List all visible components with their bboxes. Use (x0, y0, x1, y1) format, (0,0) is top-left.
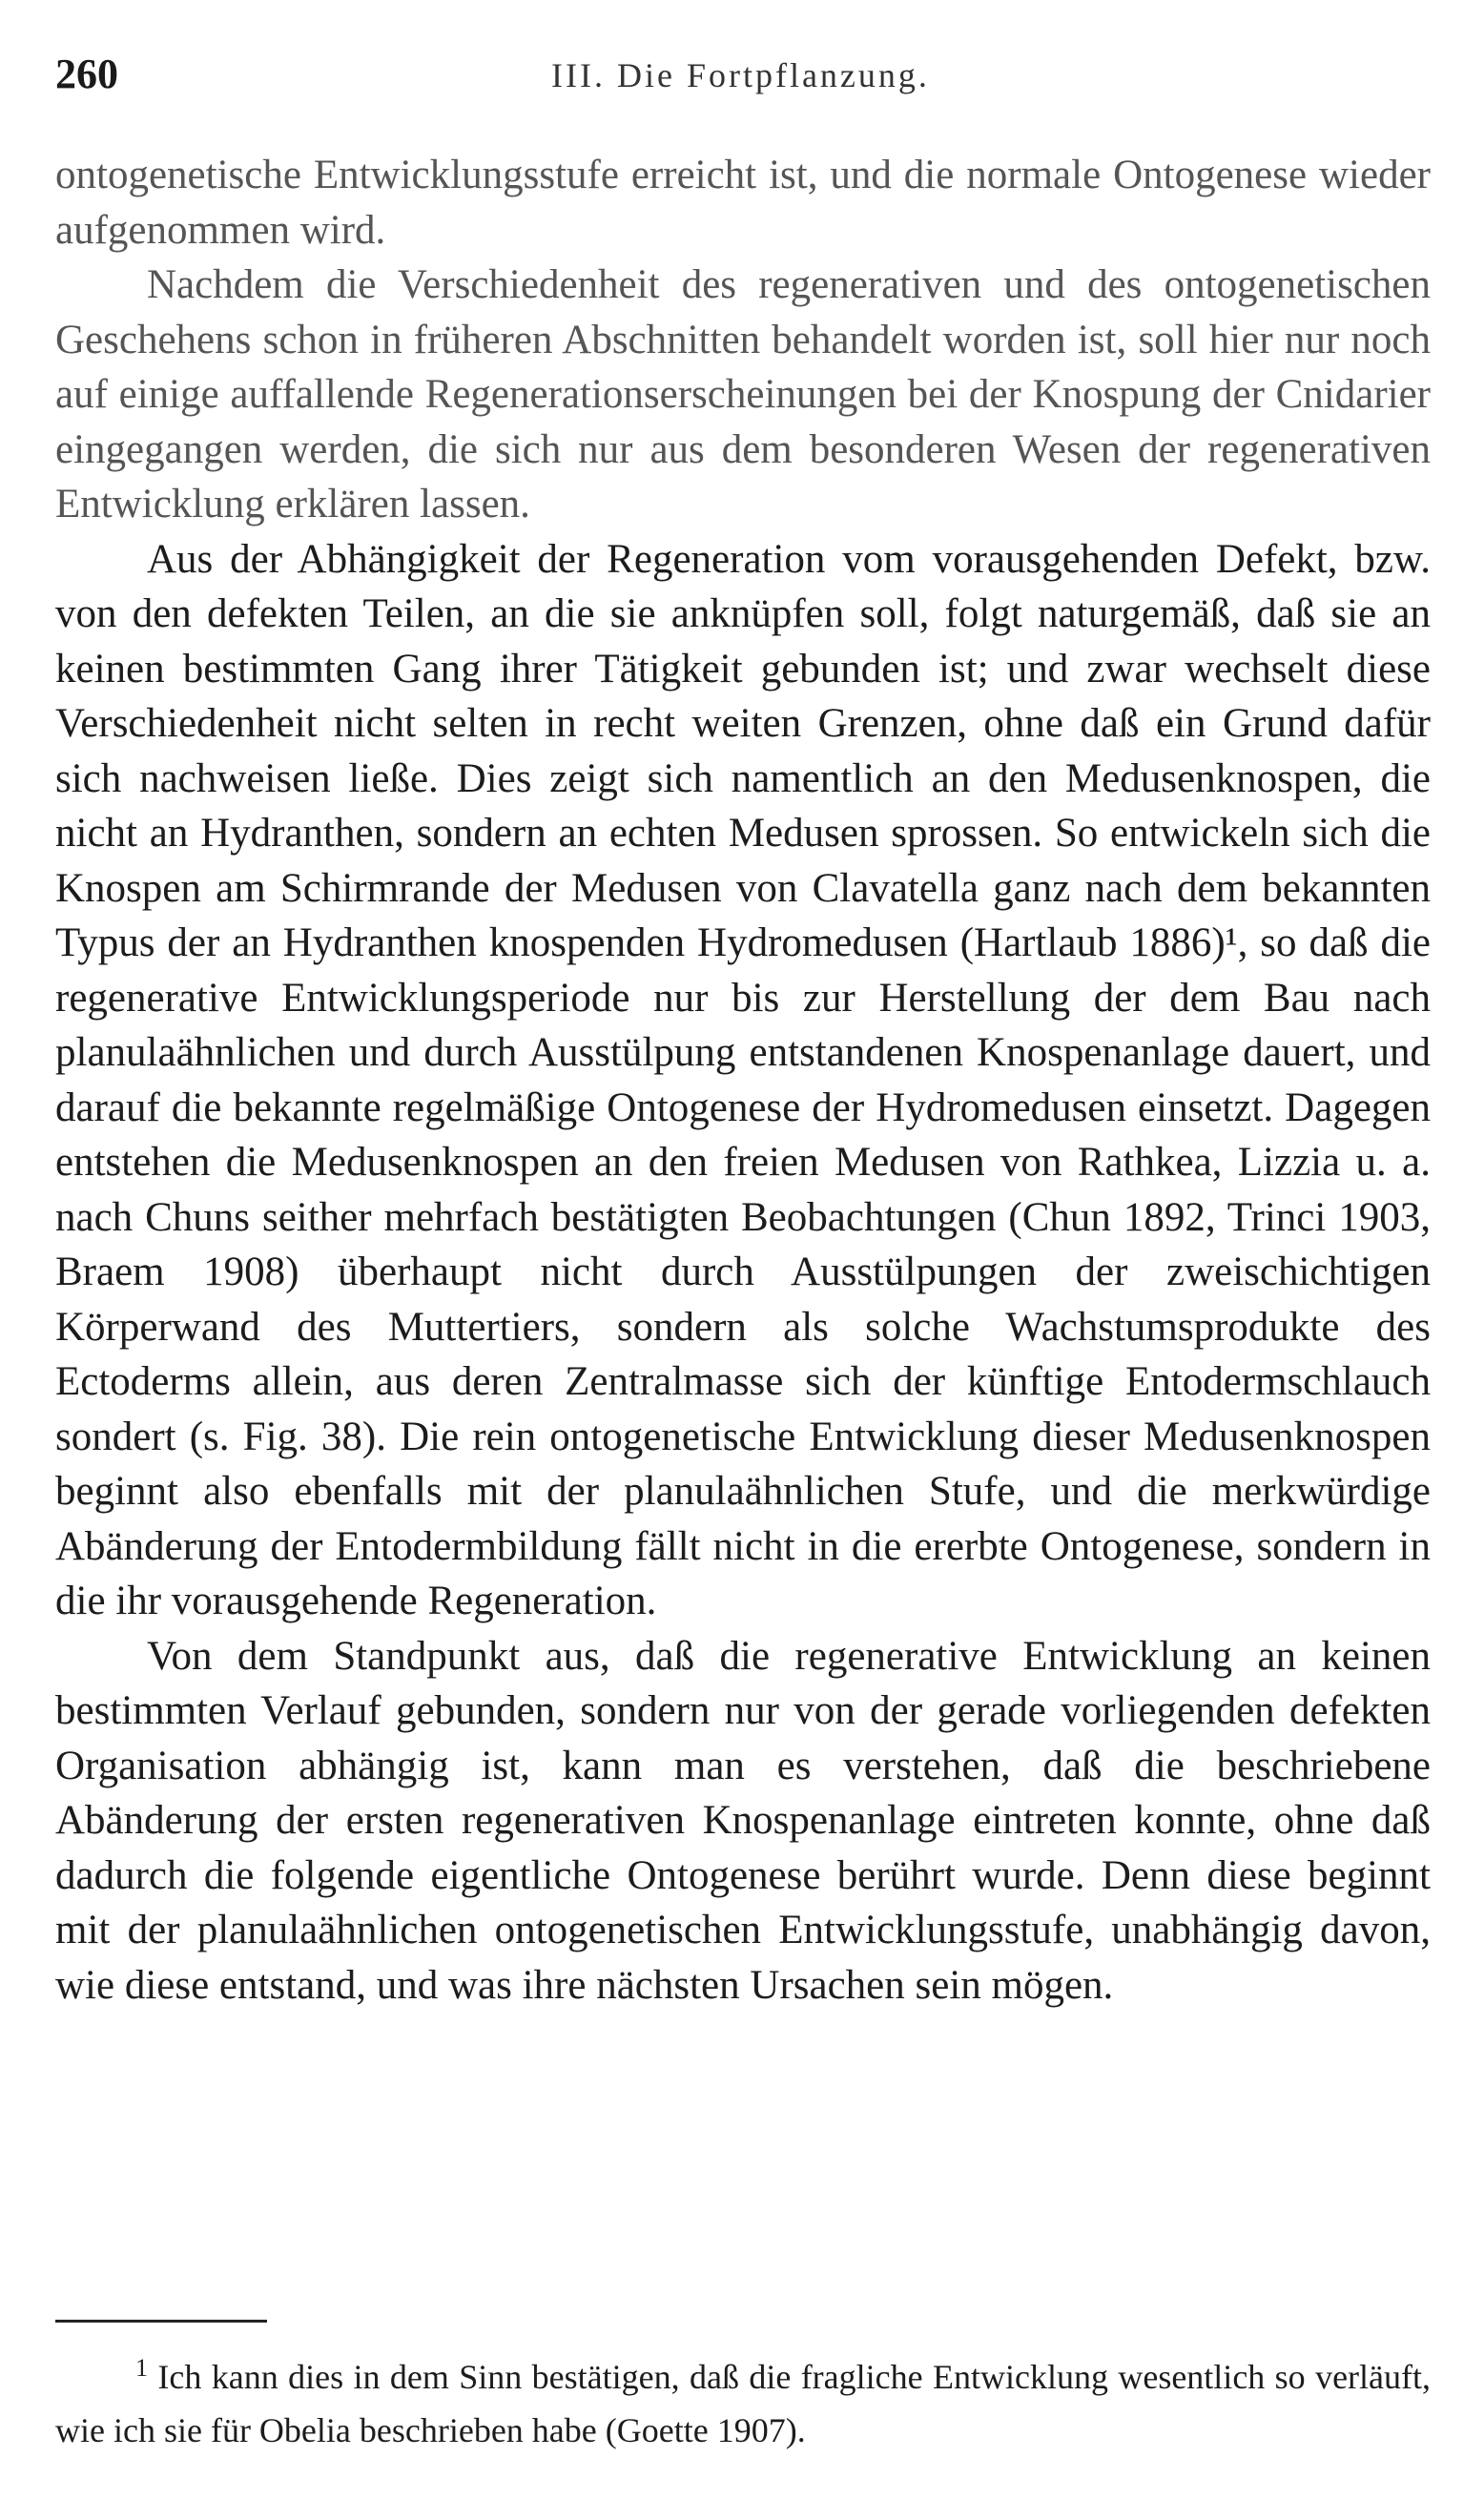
body-text (55, 148, 1431, 2013)
footnote-marker: 1 (135, 2354, 148, 2382)
footnote-text: Ich kann dies in dem Sinn bestätigen, daß die fragliche Entwicklung wesentlich so verläuft, wie ich sie für Obelia beschrieben habe (Goette 1907). (55, 2358, 1432, 2449)
footnote (55, 2350, 1431, 2457)
page-number: 260 (55, 51, 118, 97)
footnote-divider (55, 2320, 267, 2323)
paragraph-continuation: ontogenetische Entwicklungsstufe erreicht ist, und die normale Ontogenese wieder aufgenommen wird. (55, 153, 1431, 253)
paragraph-standpoint: Von dem Standpunkt aus, daß die regenerative Entwicklung an keinen bestimmten Verlauf gebunden, sondern nur von der gerade vorliegenden defekten Organisation abhängig ist, kann man es verstehen, daß die beschriebene Abänderung der ersten regenerativen Knospenanlage eintreten konnte, ohne daß dadurch die folgende eigentliche Ontogenese berührt wurde. Denn diese beginnt mit der planulaähnlichen ontogenetischen Entwicklungsstufe, unabhängig davon, wie diese entstand, und was ihre nächsten Ursachen sein mögen. (55, 1633, 1431, 2008)
running-title: III. Die Fortpflanzung. (551, 56, 930, 94)
paragraph-regeneration-defect: Aus der Abhängigkeit der Regeneration vom vorausgehenden Defekt, bzw. von den defekten Teilen, an die sie anknüpfen soll, folgt naturgemäß, daß sie an keinen bestimmten Gang ihrer Tätigkeit gebunden ist; und zwar wechselt diese Verschiedenheit nicht selten in recht weiten Grenzen, ohne daß ein Grund dafür sich nachweisen ließe. Dies zeigt sich namentlich an den Medusenknospen, die nicht an Hydranthen, sondern an echten Medusen sprossen. So entwickeln sich die Knospen am Schirmrande der Medusen von Clavatella ganz nach dem bekannten Typus der an Hydranthen knospenden Hydromedusen (Hartlaub 1886)¹, so daß die regenerative Entwicklungsperiode nur bis zur Herstellung der dem Bau nach planulaähnlichen und durch Ausstülpung entstandenen Knospenanlage dauert, und darauf die bekannte regelmäßige Ontogenese der Hydromedusen einsetzt. Dagegen entstehen die Medusenknospen an den freien Medusen von Rathkea, Lizzia u. a. nach Chuns seither mehrfach bestätigten Beobachtungen (Chun 1892, Trinci 1903, Braem 1908) überhaupt nicht durch Ausstülpungen der zweischichtigen Körperwand des Muttertiers, sondern als solche Wachstumsprodukte des Ectoderms allein, aus deren Zentralmasse sich der künftige Entodermschlauch sondert (s. Fig. 38). Die rein ontogenetische Entwicklung dieser Medusenknospen beginnt also ebenfalls mit der planulaähnlichen Stufe, und die merkwürdige Abänderung der Entodermbildung fällt nicht in die ererbte Ontogenese, sondern in die ihr vorausgehende Regeneration. (55, 536, 1431, 1623)
page-header (55, 50, 1429, 107)
paragraph-cnidarian-budding: Nachdem die Verschiedenheit des regenerativen und des ontogenetischen Geschehens schon in früheren Abschnitten behandelt worden ist, soll hier nur noch auf einige auffallende Regenerationserscheinungen bei der Knospung der Cnidarier eingegangen werden, die sich nur aus dem besonderen Wesen der regenerativen Entwicklung erklären lassen. (55, 262, 1431, 527)
